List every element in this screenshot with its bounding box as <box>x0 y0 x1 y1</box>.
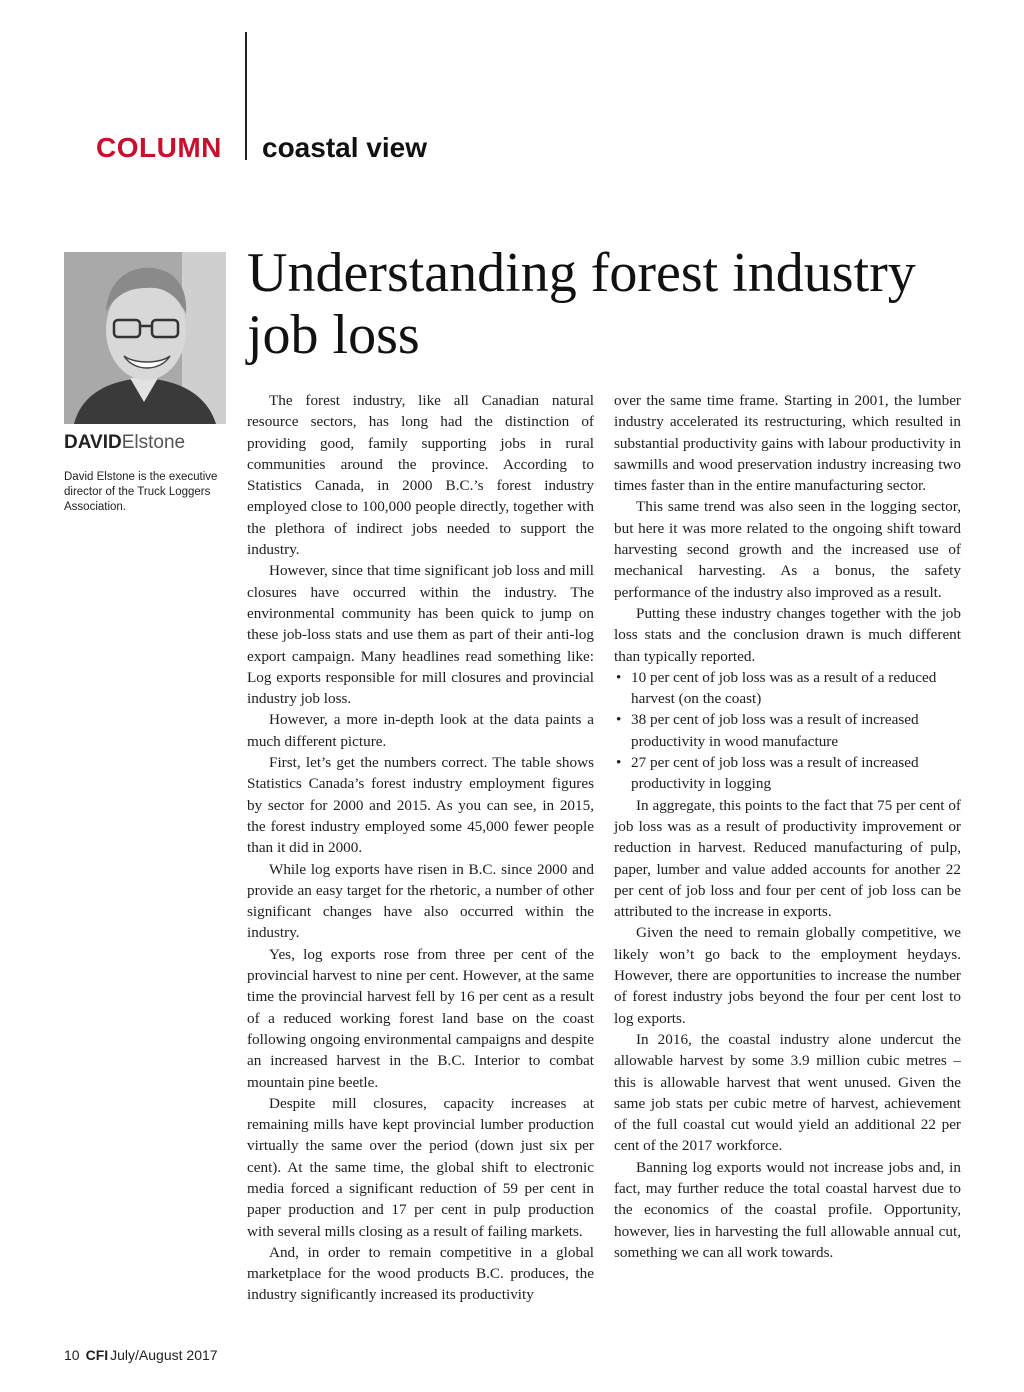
column-name: coastal view <box>262 132 427 163</box>
page-number: 10 <box>64 1347 80 1363</box>
paragraph: And, in order to remain competitive in a global marketplace for the wood products B.C. produces, the industry significantly increased its productivity <box>247 1243 594 1304</box>
paragraph: Putting these industry changes together with the job loss stats and the conclusion drawn is much different than typically reported. <box>614 604 961 665</box>
paragraph: Yes, log exports rose from three per cent of the provincial harvest to nine per cent. However, at the same time the provincial harvest fell by 16 per cent as a result of a reduced working forest land base on the coast following ongoing environmental campaigns and despite an increased harvest in the B.C. Interior to combat mountain pine beetle. <box>247 945 594 1091</box>
paragraph: In aggregate, this points to the fact that 75 per cent of job loss was as a result of productivity improvement or reduction in harvest. Reduced manufacturing of pulp, paper, lumber and value added accounts for another 22 per cent of job loss and four per cent of job loss can be attributed to the increase in exports. <box>614 796 961 921</box>
paragraph: First, let’s get the numbers correct. The table shows Statistics Canada’s forest industry employment figures by sector for 2000 and 2015. As you can see, in 2015, the forest industry employed some 45,000 fewer people than it did in 2000. <box>247 754 594 857</box>
findings-list <box>614 667 961 795</box>
section-label: COLUMN <box>96 132 222 163</box>
paragraph: However, since that time significant job loss and mill closures have occurred within the industry. The environmental community has been quick to jump on these job-loss stats and use them as part of their anti-log export campaign. Many headlines read something like: Log exports responsible for mill closures and provincial industry job loss. <box>247 562 594 708</box>
list-item: • 38 per cent of job loss was a result of increased productivity in wood manufacture <box>614 709 961 752</box>
author-first-name: DAVID <box>64 432 122 453</box>
paragraph: In 2016, the coastal industry alone undercut the allowable harvest by some 3.9 million cubic metres – this is allowable harvest that went unused. Given the same job stats per cubic metre of harvest, achievement of the full coastal cut would yield an additional 22 per cent of the 2017 workforce. <box>614 1030 961 1155</box>
list-item: • 27 per cent of job loss was a result of increased productivity in logging <box>614 752 961 795</box>
paragraph: However, a more in-depth look at the data paints a much different picture. <box>247 711 594 750</box>
author-last-name: Elstone <box>121 432 186 453</box>
author-photo <box>64 252 226 424</box>
article-title: Understanding forest industry job loss <box>247 242 916 366</box>
issue-date: July/August 2017 <box>110 1347 218 1363</box>
page-footer <box>64 1347 218 1363</box>
paragraph: Given the need to remain globally competitive, we likely won’t go back to the employment heydays. However, there are opportunities to increase the number of forest industry jobs beyond the four per cent lost to log exports. <box>614 924 961 1027</box>
paragraph: This same trend was also seen in the logging sector, but here it was more related to the ongoing shift toward harvesting second growth and the increased use of mechanical harvesting. As a bonus, the safety performance of the industry also improved as a result. <box>614 498 961 601</box>
list-item: • 10 per cent of job loss was as a result of a reduced harvest (on the coast) <box>614 667 961 710</box>
paragraph: Banning log exports would not increase jobs and, in fact, may further reduce the total coastal harvest due to the economics of the coastal profile. Opportunity, however, lies in harvesting the full allowable annual cut, something we can all work towards. <box>614 1158 961 1261</box>
author-name <box>64 432 185 454</box>
author-bio: David Elstone is the executive director of the Truck Loggers Association. <box>64 471 218 513</box>
paragraph: The forest industry, like all Canadian natural resource sectors, has long had the distinction of providing good, family supporting jobs in rural communities around the province. According to Statistics Canada, in 2000 B.C.’s forest industry employed close to 100,000 people directly, together with the plethora of indirect jobs needed to support the industry. <box>247 392 594 559</box>
article-column-right <box>614 390 961 1263</box>
paragraph: While log exports have risen in B.C. since 2000 and provide an easy target for the rhetoric, a number of other significant changes have also occurred within the industry. <box>247 860 594 942</box>
paragraph: Despite mill closures, capacity increases at remaining mills have kept provincial lumber production virtually the same over the period (down just six per cent). At the same time, the global shift to electronic media forced a significant reduction of 59 per cent in paper production and 17 per cent in pulp production with several mills closing as a result of failing markets. <box>247 1094 594 1240</box>
magazine-name: CFI <box>85 1347 109 1363</box>
header-divider <box>245 32 247 160</box>
article-column-left <box>247 390 594 1306</box>
paragraph: over the same time frame. Starting in 2001, the lumber industry accelerated its restructuring, which resulted in substantial productivity gains with labour productivity in sawmills and wood preservation industry increasing two times faster than in the entire manufacturing sector. <box>614 392 961 495</box>
